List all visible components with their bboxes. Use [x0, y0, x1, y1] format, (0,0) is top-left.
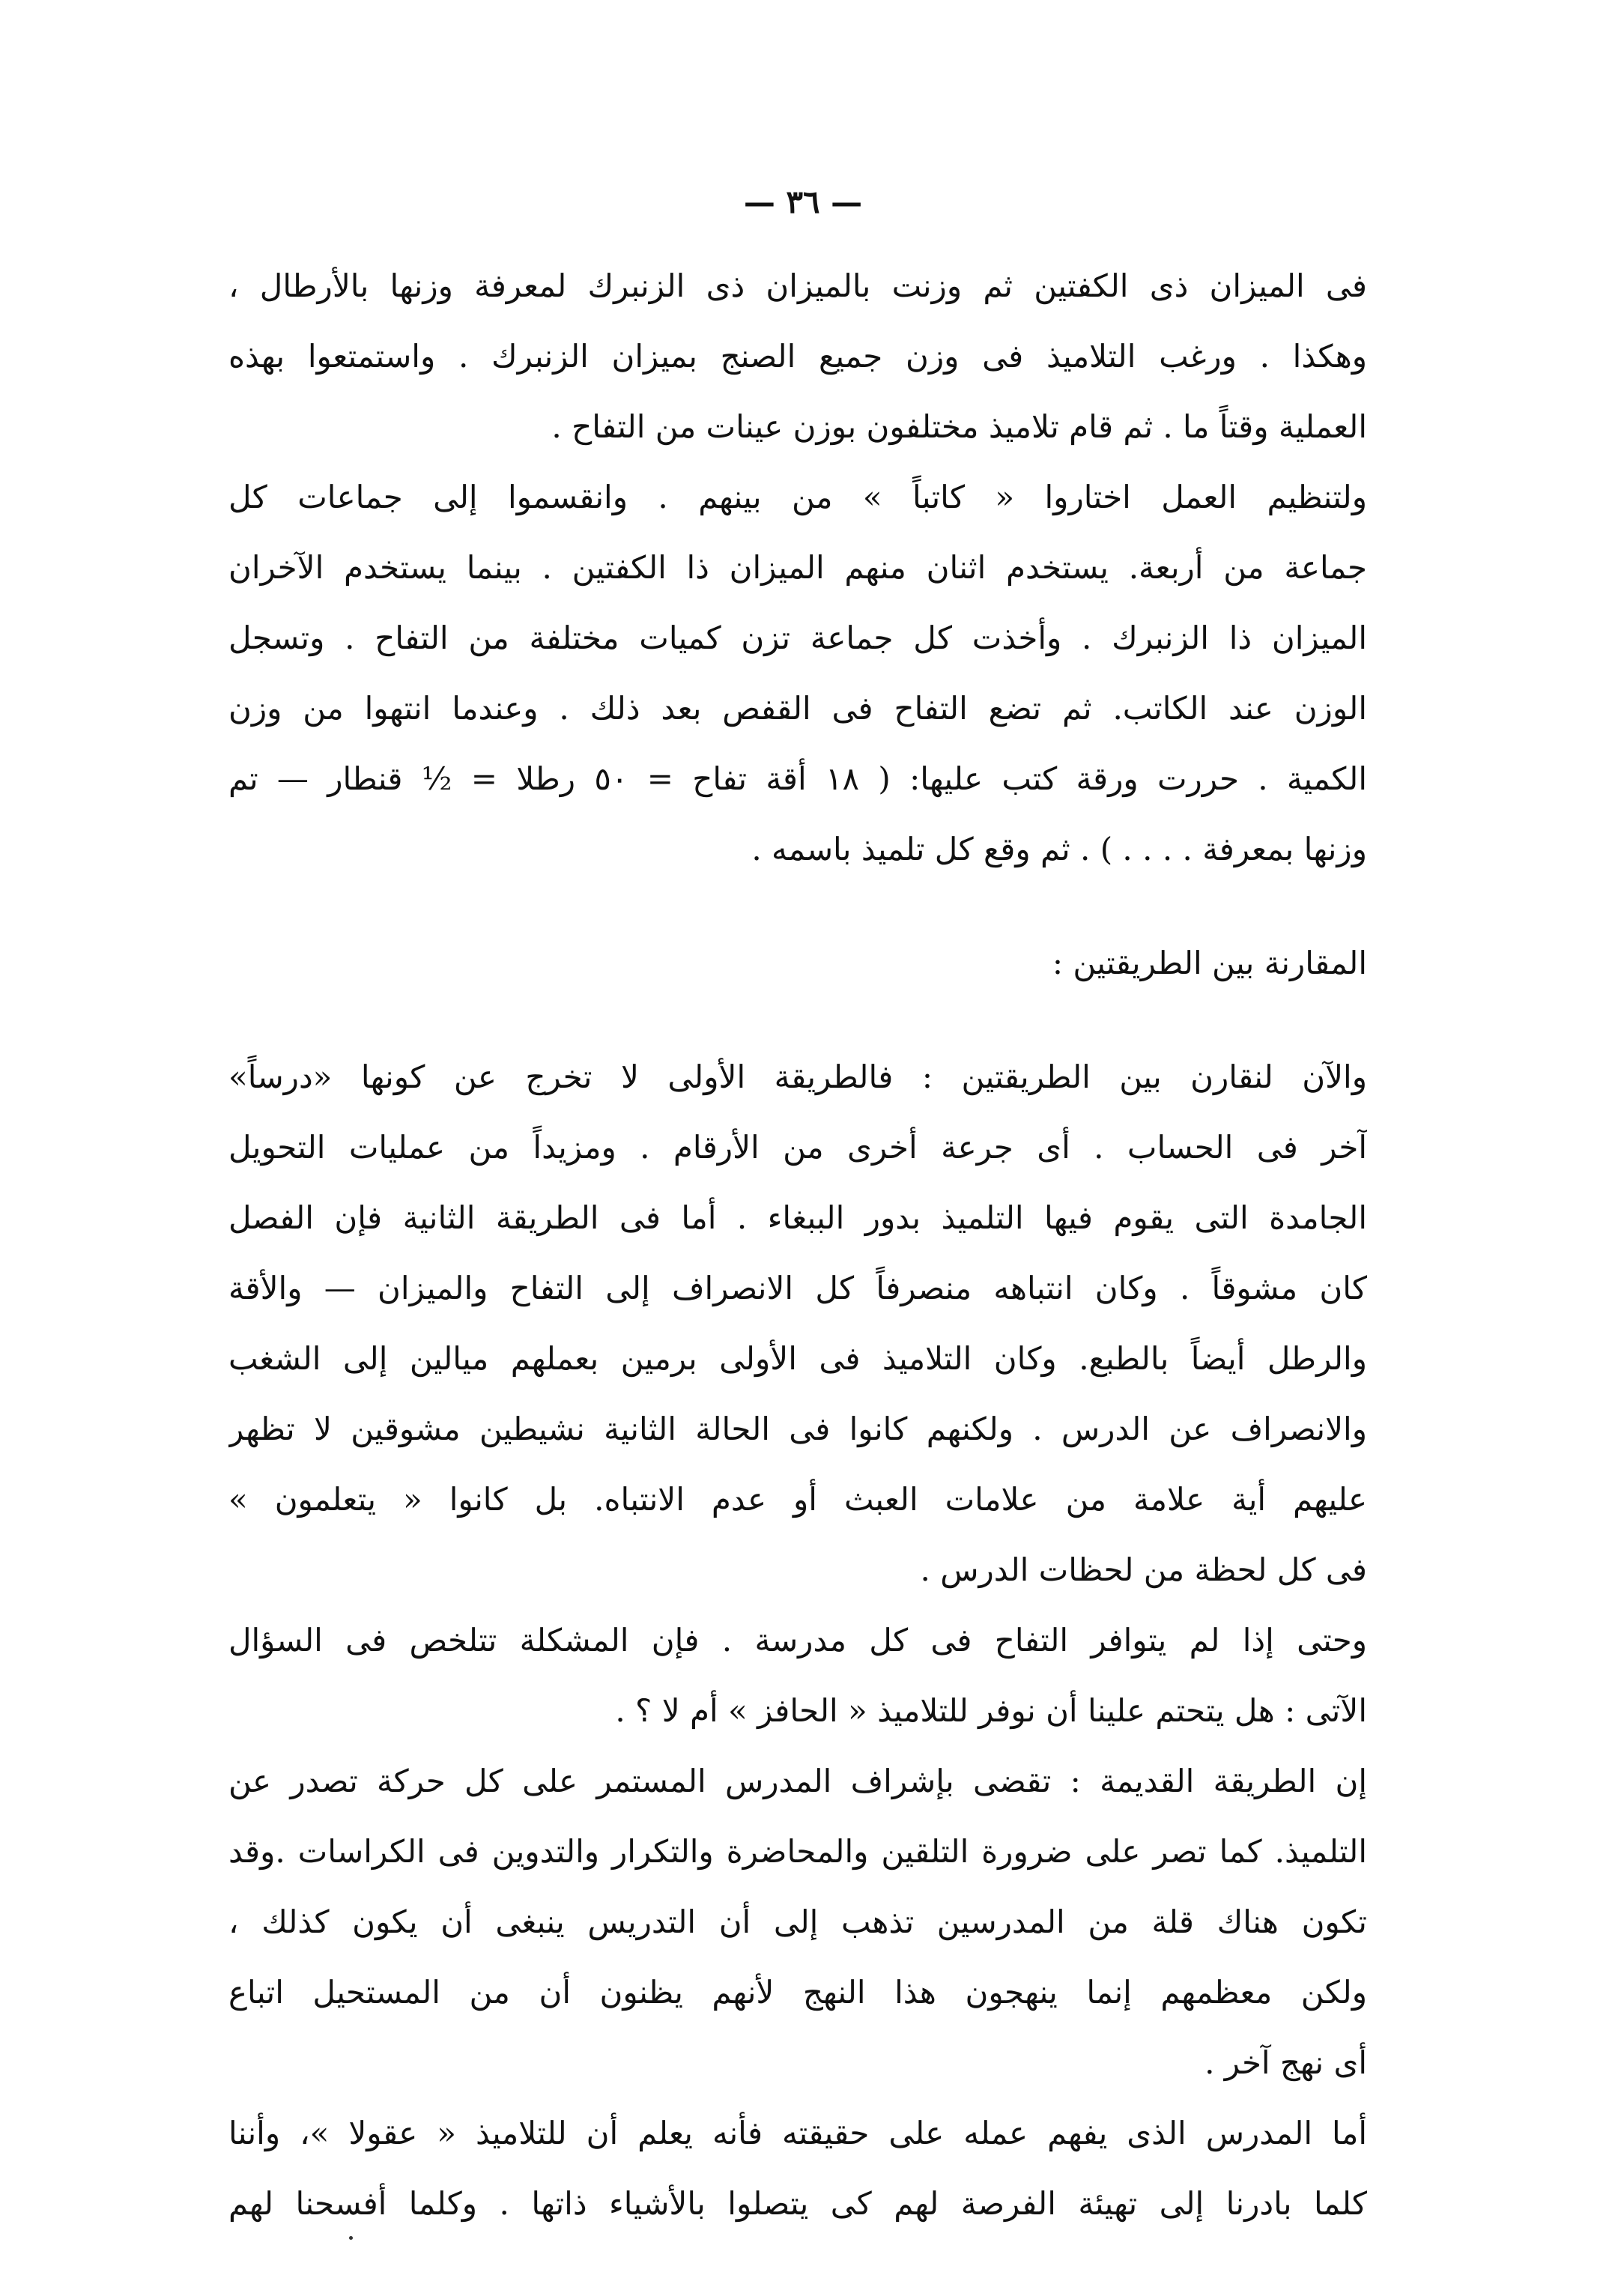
paragraph-5 [228, 1746, 1367, 2098]
text-line: التلميذ. كما تصر على ضرورة التلقين والمحاضرة والتكرار والتدوين فى الكراسات .وقد [228, 1833, 1367, 1870]
text-line: أى نهج آخر . [1204, 2044, 1367, 2081]
text-line: الجامدة التى يقوم فيها التلميذ بدور الببغاء . أما فى الطريقة الثانية فإن الفصل [228, 1199, 1367, 1236]
text-line: وزنها بمعرفة . . . . ) . ثم وقع كل تلميذ باسمه . [751, 831, 1367, 867]
text-line: فى الميزان ذى الكفتين ثم وزنت بالميزان ذى الزنبرك لمعرفة وزنها بالأرطال ، [228, 267, 1367, 304]
text-line: ولكن معظمهم إنما ينهجون هذا النهج لأنهم يظنون أن من المستحيل اتباع [228, 1974, 1367, 2011]
paragraph-3 [228, 1042, 1367, 1605]
text-line: آخر فى الحساب . أى جرعة أخرى من الأرقام . ومزيداً من عمليات التحويل [228, 1129, 1367, 1166]
text-line: وهكذا . ورغب التلاميذ فى وزن جميع الصنج بميزان الزنبرك . واستمتعوا بهذه [228, 338, 1367, 375]
text-line: إن الطريقة القديمة : تقضى بإشراف المدرس المستمر على كل حركة تصدر عن [228, 1763, 1367, 1799]
text-line: وحتى إذا لم يتوافر التفاح فى كل مدرسة . فإن المشكلة تتلخص فى السؤال [228, 1622, 1367, 1659]
paragraph-1 [228, 251, 1367, 462]
body-text [228, 251, 1367, 2239]
section-gap [228, 885, 1367, 928]
text-line: كان مشوقاً . وكان انتباهه منصرفاً كل الانصراف إلى التفاح والميزان — والأقة [228, 1270, 1367, 1306]
text-line: ولتنظيم العمل اختاروا « كاتباً » من بينهم . وانقسموا إلى جماعات كل [228, 479, 1367, 515]
text-line: الكمية . حررت ورقة كتب عليها: ( ١٨ أقة تفاح = ٥٠ رطلا = ½ قنطار — تم [228, 760, 1367, 797]
text-line: العملية وقتاً ما . ثم قام تلاميذ مختلفون بوزن عينات من التفاح . [551, 408, 1367, 445]
text-line: كلما بادرنا إلى تهيئة الفرصة لهم كى يتصلوا بالأشياء ذاتها . وكلما أفسحنا لهم [228, 2185, 1367, 2222]
text-line: والانصراف عن الدرس . ولكنهم كانوا فى الحالة الثانية نشيطين مشوقين لا تظهر [228, 1411, 1367, 1447]
text-line: عليهم أية علامة من علامات العبث أو عدم الانتباه. بل كانوا « يتعلمون » [228, 1481, 1367, 1518]
paragraph-4 [228, 1605, 1367, 1746]
text-line: أما المدرس الذى يفهم عمله على حقيقته فأنه يعلم أن للتلاميذ « عقولا »، وأننا [228, 2115, 1367, 2151]
text-line: الميزان ذا الزنبرك . وأخذت كل جماعة تزن كميات مختلفة من التفاح . وتسجل [228, 620, 1367, 656]
scan-speck [349, 2236, 353, 2240]
text-line: فى كل لحظة من لحظات الدرس . [920, 1551, 1367, 1588]
text-line: والرطل أيضاً بالطبع. وكان التلاميذ فى الأولى برمين بعملهم ميالين إلى الشغب [228, 1340, 1367, 1377]
paragraph-6 [228, 2098, 1367, 2239]
section-gap [228, 999, 1367, 1042]
text-line: والآن لنقارن بين الطريقتين : فالطريقة الأولى لا تخرج عن كونها «درساً» [228, 1058, 1367, 1095]
page-number: — ٣٦ — [743, 184, 863, 220]
section-heading: المقارنة بين الطريقتين : [1052, 945, 1367, 981]
text-line: تكون هناك قلة من المدرسين تذهب إلى أن التدريس ينبغى أن يكون كذلك ، [228, 1903, 1367, 1940]
text-line: الوزن عند الكاتب. ثم تضع التفاح فى القفص بعد ذلك . وعندما انتهوا من وزن [228, 690, 1367, 727]
text-line: جماعة من أربعة. يستخدم اثنان منهم الميزان ذا الكفتين . بينما يستخدم الآخران [228, 549, 1367, 586]
text-line: الآتى : هل يتحتم علينا أن نوفر للتلاميذ « الحافز » أم لا ؟ . [615, 1692, 1367, 1729]
paragraph-2 [228, 462, 1367, 885]
